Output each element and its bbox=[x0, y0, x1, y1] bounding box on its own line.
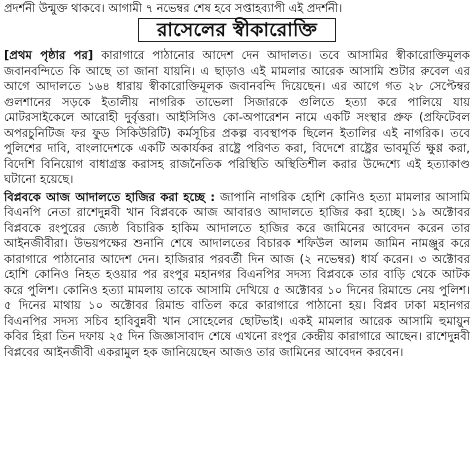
article-body bbox=[4, 48, 470, 360]
previous-article-tail: প্রদর্শনী উন্মুক্ত থাকবে। আগামী ৭ নভেম্বর শেষ হবে সপ্তাহব্যাপী এই প্রদর্শনী। bbox=[4, 1, 343, 15]
newspaper-page bbox=[0, 1, 474, 454]
headline-container bbox=[4, 18, 470, 44]
paragraph-1 bbox=[4, 48, 470, 188]
subheading: বিপ্লবকে আজ আদালতে হাজির করা হচ্ছে : bbox=[4, 189, 216, 204]
paragraph-2 bbox=[4, 190, 470, 361]
continued-from-marker: [প্রথম পৃষ্ঠার পর] bbox=[4, 48, 94, 62]
headline: রাসেলের স্বীকারোক্তি bbox=[138, 18, 336, 42]
paragraph-2-text: জাপানি নাগরিক হোশি কোনিও হত্যা মামলার আসামি বিএনপি নেতা রাশেদুন্নবী খান বিপ্লবকে আজ আবারও আদালতে হাজির করা হচ্ছে। ১৯ অক্টোবর বিপ্লবকে রংপুরের জ্যেষ্ঠ বিচারিক হাকিম আদালতে হাজির করে জামিনের আবেদন করেন তার আইনজীবীরা। উভয়পক্ষের শুনানি শেষে আদালতের বিচারক শফিউল আলম জামিন নামঞ্জুর করে কারাগারে পাঠানোর আদেশ দেন। হাজিরার পরবর্তী দিন আজ (২ নভেম্বর) ধার্য করেন। ৩ অক্টোবর হোশি কোনিও নিহত হওয়ার পর রংপুর মহানগর বিএনপির সদস্য বিপ্লবকে তার বাড়ি থেকে আটক করে পুলিশ। কোনিও হত্যা মামলায় তাকে আসামি দেখিয়ে ৫ অক্টোবর ১০ দিনের রিমান্ডে নেয় পুলিশ। ৫ দিনের মাথায় ১০ অক্টোবর রিমান্ড বাতিল করে কারাগারে পাঠানো হয়। বিপ্লব ঢাকা মহানগর বিএনপির সদস্য সচিব হাবিবুন্নবী খান সোহেলের ছোটভাই। একই মামলার আরেক আসামি হুমায়ুন কবির হিরা তিন দফায় ২৫ দিন জিজ্ঞাসাবাদ শেষে এখনো রংপুর কেন্দ্রীয় কারাগারে আছেন। রাশেদুন্নবী বিপ্লবের আইনজীবী একরামুল হক জানিয়েছেন আজও তার জামিনের আবেদন করবেন। bbox=[4, 189, 470, 359]
paragraph-1-text: কারাগারে পাঠানোর আদেশ দেন আদালত। তবে আসামির স্বীকারোক্তিমূলক জবানবন্দিতে কি আছে তা জানা যায়নি। এ ছাড়াও এই মামলার আরেক আসামি শুটার রুবেল এর আগে আদালতে ১৬৪ ধারায় স্বীকারোক্তিমূলক জবানবন্দি দিয়েছেন। এর আগে গত ২৮ সেপ্টেম্বর গুলশানের সড়কে ইতালীয় নাগরিক তাভেলা সিজারকে গুলিতে হত্যা করে পালিয়ে যায় মোটরসাইকেলে আরোহী দুর্বৃত্তরা। আইসিসিও কো-অপারেশন নামে একটি সংস্থার প্রুফ (প্রফিটেবল অপরচুনিটিজ ফর ফুড সিকিউরিটি) কর্মসূচির প্রকল্প ব্যবস্থাপক ছিলেন ইতালির এই নাগরিক। তবে পুলিশের দাবি, বাংলাদেশকে একটি অকার্যকর রাষ্ট্রে পরিণত করা, বিদেশে রাষ্ট্রের ভাবমূর্তি ক্ষুণ্ণ করা, বিদেশি বিনিয়োগ বাধাগ্রস্ত করাসহ রাজনৈতিক পরিস্থিতি অস্থিতিশীল করার উদ্দেশ্যে এই হত্যাকাণ্ড ঘটানো হয়েছে। bbox=[4, 48, 471, 186]
